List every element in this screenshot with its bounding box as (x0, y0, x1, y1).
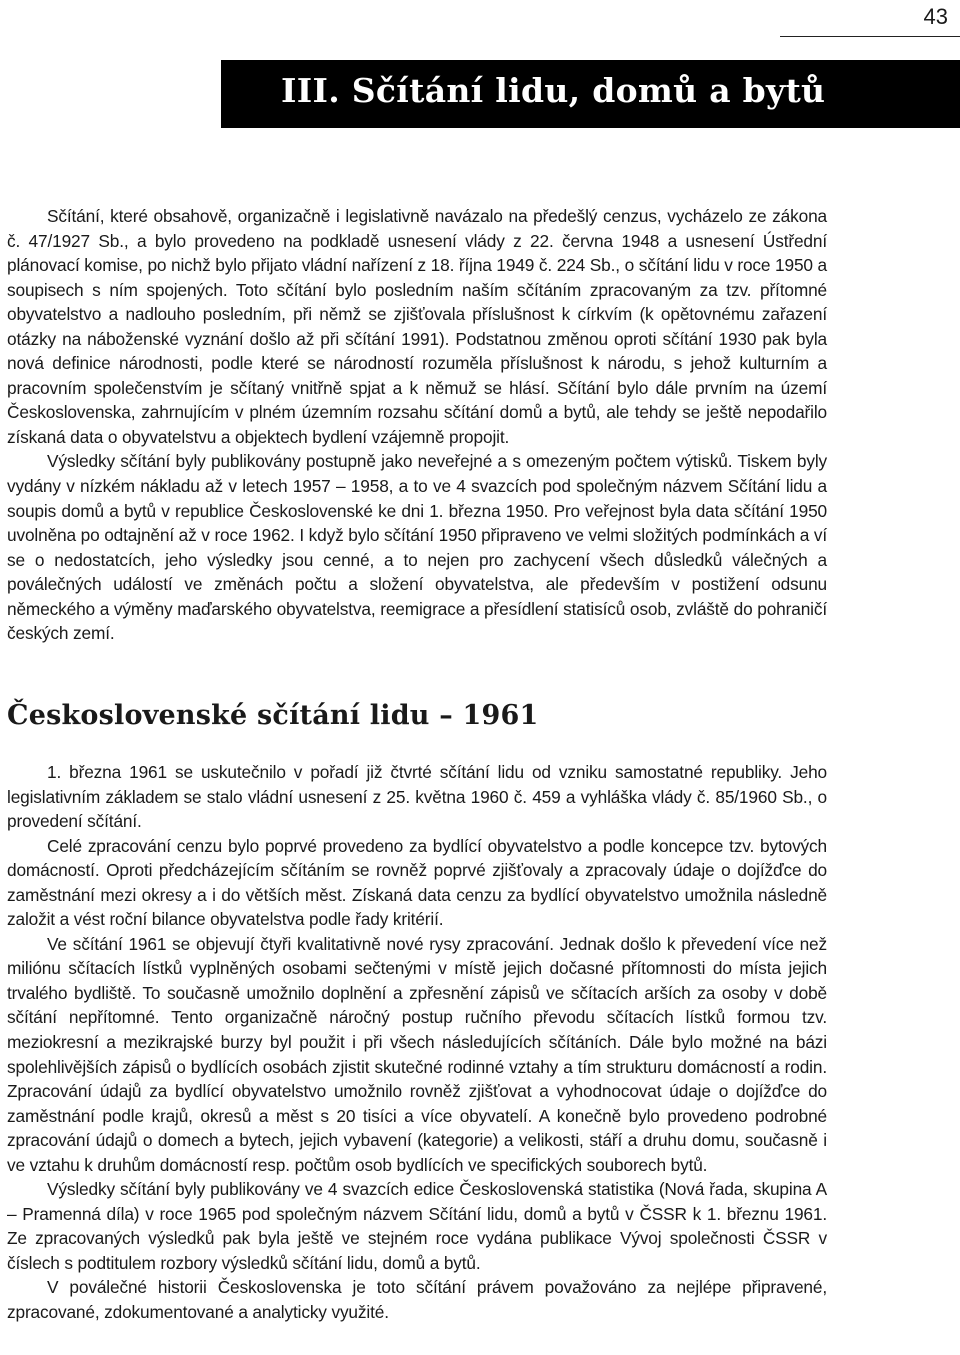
paragraph: Sčítání, které obsahově, organizačně i legislativně navázalo na předešlý cenzus, vycházelo ze zákona č. 47/1927 Sb., a bylo provedeno na podkladě usnesení vlády z 22. června 1948 a usnesení Ústřední plánovací komise, po nichž bylo přijato vládní nařízení z 18. října 1949 č. 224 Sb., o sčítání lidu v roce 1950 a soupisech s ním spojených. Toto sčítání bylo posledním naším sčítáním zpracovaným za tzv. přítomné obyvatelstvo a nadlouho posledním, při němž se zjišťovala příslušnost k církvím (k opětovnému zařazení otázky na náboženské vyznání došlo až při sčítání 1991). Podstatnou změnou oproti sčítání 1930 pak byla nová definice národnosti, podle které se národností rozuměla příslušnost k národu, s jehož kulturním a pracovním společenstvím je sčítaný vnitřně spjat a k němuž se hlásí. Sčítání bylo dále prvním na území Československa, zahrnujícím v plném územním rozsahu sčítání domů a bytů, ale tehdy se ještě nepodařilo získaná data o obyvatelstvu a objektech bydlení vzájemně propojit. (7, 206, 827, 447)
paragraph: 1. března 1961 se uskutečnilo v pořadí již čtvrté sčítání lidu od vzniku samostatné republiky. Jeho legislativním základem se stalo vládní usnesení z 25. května 1960 č. 459 a vyhláška vlády č. 85/1960 Sb., o provedení sčítání. (7, 762, 827, 832)
paragraph: Výsledky sčítání byly publikovány postupně jako neveřejné a s omezeným počtem výtisků. Tiskem byly vydány v nízkém nákladu až v letech 1957 – 1958, a to ve 4 svazcích pod společným názvem Sčítání lidu a soupis domů a bytů v republice Československé ke dni 1. března 1950. Pro veřejnost byla data sčítání 1950 uvolněna po odtajnění až v roce 1962. I když bylo sčítání 1950 připraveno ve velmi složitých podmínkách a ví se o nedostatcích, jeho výsledky jsou cenné, a to nejen pro zachycení všech důsledků válečných a poválečných událostí ve změnách počtu a složení obyvatelstva, ale především v postižení odsunu německého a výměny maďarského obyvatelstva, reemigrace a přesídlení statisíců osob, zvláště do pohraničí českých zemí. (7, 451, 827, 644)
chapter-title: III. Sčítání lidu, domů a bytů (281, 71, 826, 110)
paragraph: Výsledky sčítání byly publikovány ve 4 svazcích edice Československá statistika (Nová řada, skupina A – Pramenná díla) v roce 1965 pod společným názvem Sčítání lidu, domů a bytů v ČSSR k 1. březnu 1961. Ze zpracovaných výsledků pak byla ještě ve stejném roce vydána publikace Vývoj společnosti ČSSR v číslech s podtitulem rozbory výsledků sčítání lidu, domů a bytů. (7, 1179, 827, 1273)
paragraph: Ve sčítání 1961 se objevují čtyři kvalitativně nové rysy zpracování. Jednak došlo k převedení více než miliónu sčítacích lístků vyplněných osobami sečtenými v místě jejich dočasné přítomnosti do místa jejich trvalého bydliště. To současně umožnilo doplnění a zpřesnění zápisů ve sčítacích arších za osoby v době sčítání nepřítomné. Tento organizačně náročný postup ručního převodu sčítacích lístků formou tzv. meziokresní a mezikrajské burzy byl použit i při všech následujících sčítáních. Dále bylo možné na bázi spolehlivějších zápisů o bydlících osobách zjistit skutečné rodinné vztahy a tím strukturu domácností a rodin. Zpracování údajů za bydlící obyvatelstvo umožnilo rovněž zjišťovat a vyhodnocovat údaje o dojížďce do zaměstnání podle krajů, okresů a měst s 20 tisíci a více obyvatelí. A konečně bylo provedeno podrobné zpracování údajů o domech a bytech, jejich vybavení (kategorie) a velikosti, stáří a druhu domu, současně i ve vztahu k druhům domácností resp. počtům osob bydlících ve specifických souborech bytů. (7, 933, 827, 1175)
header-rule (780, 36, 960, 37)
paragraph: Celé zpracování cenzu bylo poprvé provedeno za bydlící obyvatelstvo a podle koncepce tzv. bytových domácností. Oproti předcházejícím sčítáním se rovněž poprvé zjišťovaly a zpracovaly údaje o dojížďce do zaměstnání mezi okresy a i do větších měst. Získaná data cenzu za bydlící obyvatelstvo umožnila následně založit a vést roční bilance obyvatelstva podle řady kritérií. (7, 835, 827, 930)
intro-text (7, 204, 827, 646)
section-text (7, 760, 827, 1325)
chapter-banner (221, 60, 960, 128)
section-heading: Československé sčítání lidu – 1961 (7, 700, 539, 731)
paragraph: V poválečné historii Československa je toto sčítání právem považováno za nejlépe připravené, zpracované, zdokumentované a analyticky využité. (7, 1277, 827, 1323)
page-number: 43 (923, 4, 948, 29)
